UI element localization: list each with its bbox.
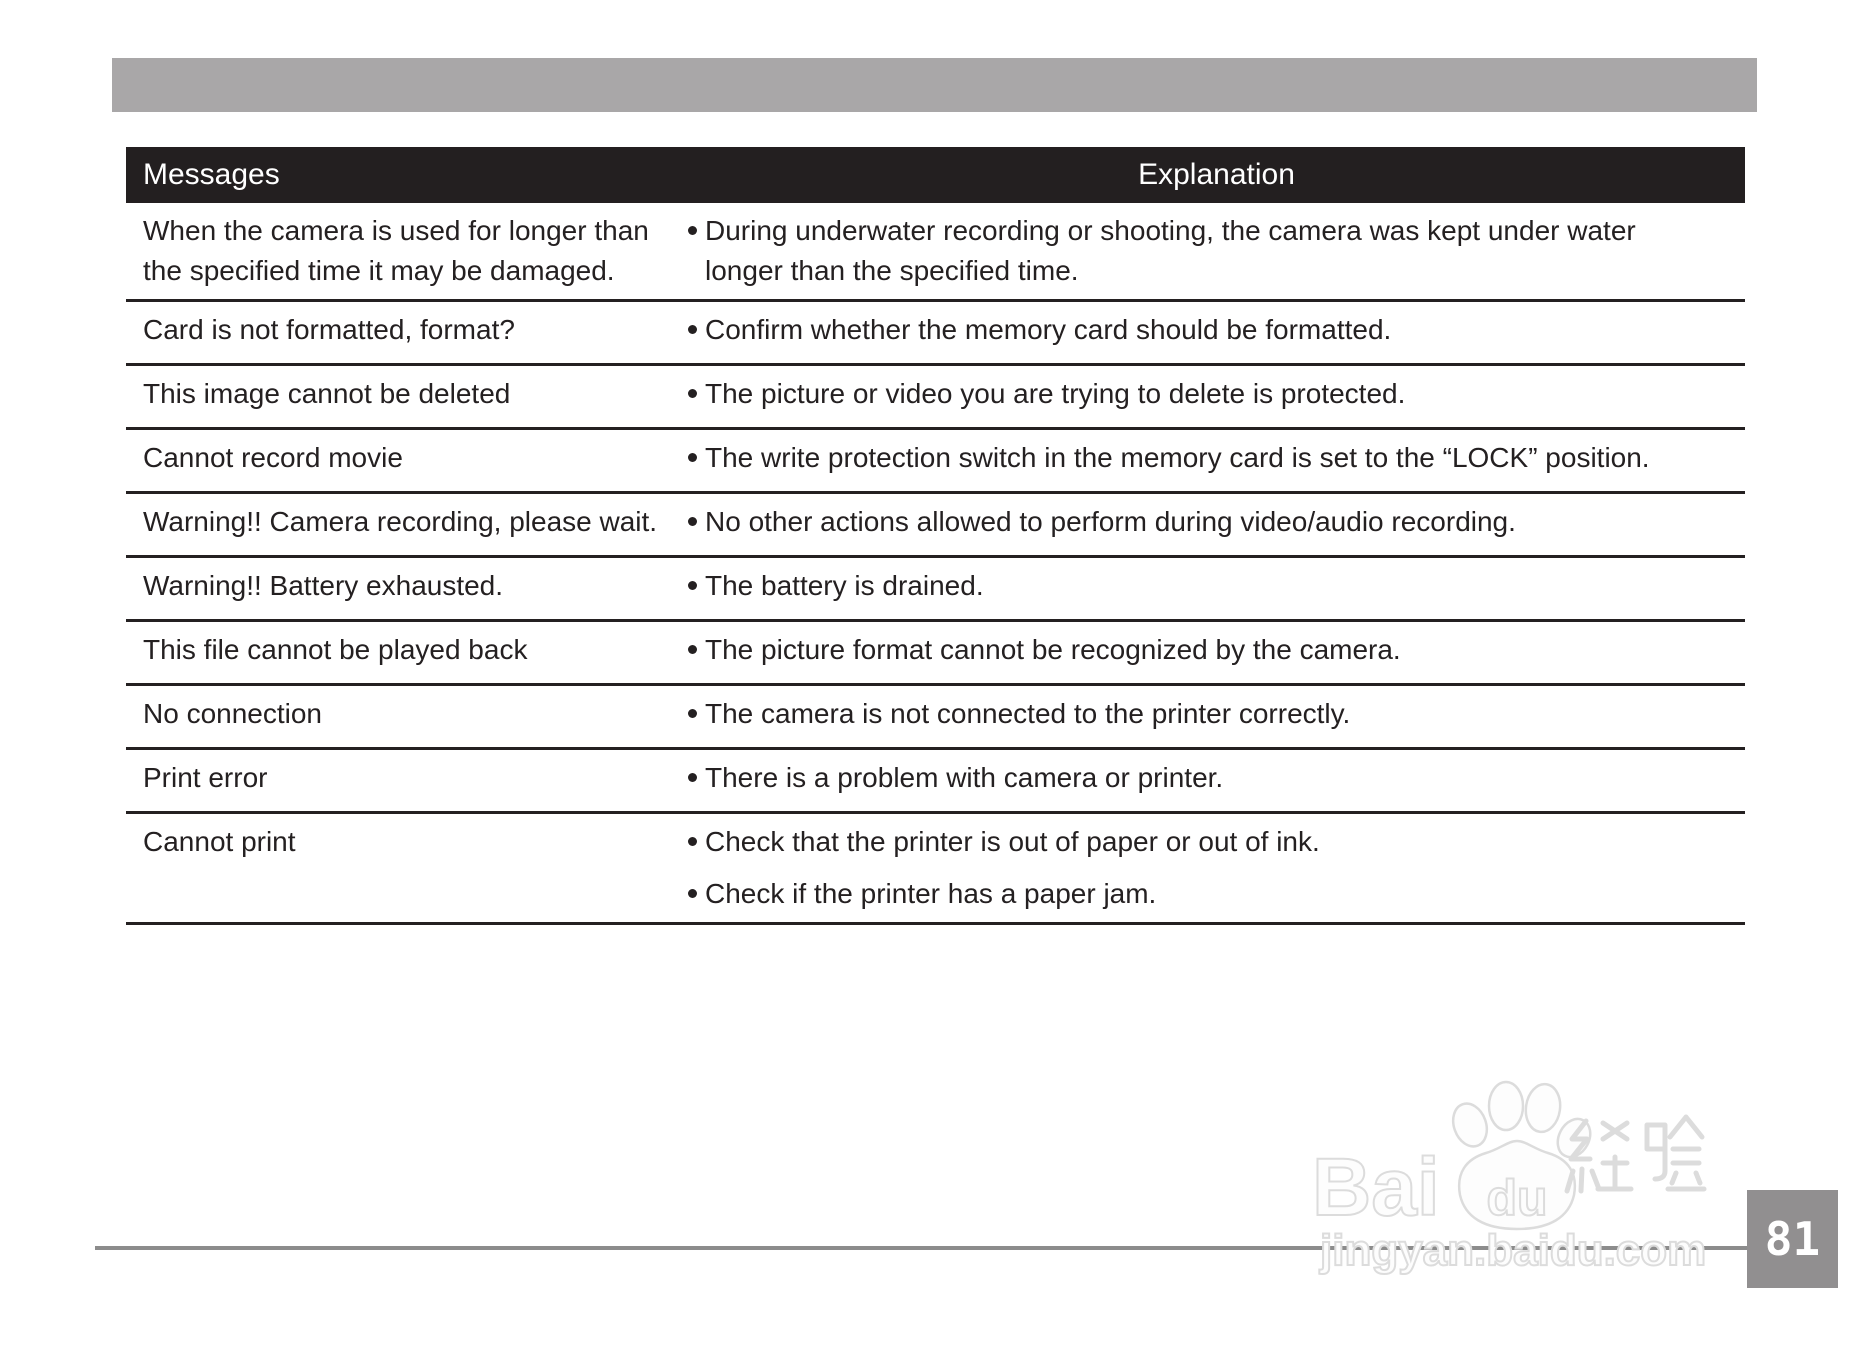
table-row — [126, 558, 1745, 622]
message-cell: When the camera is used for longer than the specified time it may be damaged. — [143, 215, 649, 286]
explanation-text: The camera is not connected to the printer correctly. — [705, 698, 1351, 729]
explanation-text: The battery is drained. — [705, 570, 984, 601]
chapter-banner — [112, 58, 1757, 112]
bullet-icon — [688, 709, 697, 718]
explanation-bullet-line — [688, 822, 1745, 862]
bullet-icon — [688, 389, 697, 398]
bullet-icon — [688, 581, 697, 590]
page-number: 81 — [1764, 1212, 1821, 1266]
table-row — [126, 494, 1745, 558]
message-cell: This file cannot be played back — [143, 634, 528, 665]
table-row — [126, 203, 1745, 302]
explanation-text: The picture or video you are trying to delete is protected. — [705, 378, 1406, 409]
explanation-text: Check if the printer has a paper jam. — [705, 878, 1157, 909]
explanation-cell — [688, 502, 1745, 542]
table-row — [126, 366, 1745, 430]
watermark-brand-text: Bai — [1312, 1142, 1440, 1233]
explanation-bullet-line — [688, 211, 1745, 291]
table-row — [126, 814, 1745, 925]
explanation-cell — [688, 566, 1745, 606]
explanation-bullet-line — [688, 874, 1745, 914]
messages-column-header: Messages — [143, 158, 280, 191]
explanation-column-header: Explanation — [1138, 158, 1295, 191]
explanation-text: Confirm whether the memory card should be formatted. — [705, 314, 1392, 345]
message-cell: Card is not formatted, format? — [143, 314, 515, 345]
explanation-bullet-line — [688, 438, 1745, 478]
explanation-text: The write protection switch in the memory card is set to the “LOCK” position. — [705, 442, 1650, 473]
explanation-bullet-line — [688, 374, 1745, 414]
bullet-icon — [688, 837, 697, 846]
explanation-text: Check that the printer is out of paper or out of ink. — [705, 826, 1320, 857]
explanation-cell — [688, 630, 1745, 670]
baidu-jingyan-watermark — [1310, 1075, 1710, 1287]
messages-table — [126, 147, 1745, 925]
table-row — [126, 622, 1745, 686]
table-body — [126, 203, 1745, 925]
message-cell: Warning!! Camera recording, please wait. — [143, 506, 658, 537]
bullet-icon — [688, 226, 697, 235]
explanation-cell — [688, 758, 1745, 798]
explanation-cell — [688, 310, 1745, 350]
message-cell: Cannot record movie — [143, 442, 403, 473]
explanation-text: During underwater recording or shooting, the camera was kept under water longer than the specified time. — [705, 215, 1636, 286]
bullet-icon — [688, 453, 697, 462]
explanation-bullet-line — [688, 630, 1745, 670]
message-cell: Print error — [143, 762, 268, 793]
watermark-du-text: du — [1486, 1170, 1548, 1226]
message-cell: Warning!! Battery exhausted. — [143, 570, 504, 601]
explanation-text: There is a problem with camera or printer. — [705, 762, 1224, 793]
explanation-text: No other actions allowed to perform during video/audio recording. — [705, 506, 1516, 537]
bullet-icon — [688, 889, 697, 898]
explanation-cell — [688, 438, 1745, 478]
table-row — [126, 750, 1745, 814]
explanation-cell — [688, 694, 1745, 734]
table-row — [126, 686, 1745, 750]
explanation-cell — [688, 374, 1745, 414]
explanation-bullet-line — [688, 758, 1745, 798]
bullet-icon — [688, 325, 697, 334]
explanation-bullet-line — [688, 502, 1745, 542]
table-row — [126, 430, 1745, 494]
bullet-icon — [688, 773, 697, 782]
message-cell: Cannot print — [143, 826, 296, 857]
message-cell: This image cannot be deleted — [143, 378, 511, 409]
explanation-text: The picture format cannot be recognized by the camera. — [705, 634, 1401, 665]
explanation-bullet-line — [688, 310, 1745, 350]
explanation-bullet-line — [688, 566, 1745, 606]
explanation-cell — [688, 822, 1745, 914]
table-header-row — [126, 147, 1745, 203]
explanation-bullet-line — [688, 694, 1745, 734]
watermark-site-text: jingyan.baidu.com — [1320, 1226, 1707, 1275]
table-row — [126, 302, 1745, 366]
bullet-icon — [688, 517, 697, 526]
page-number-box — [1747, 1190, 1838, 1288]
explanation-cell — [688, 211, 1745, 291]
message-cell: No connection — [143, 698, 323, 729]
bullet-icon — [688, 645, 697, 654]
